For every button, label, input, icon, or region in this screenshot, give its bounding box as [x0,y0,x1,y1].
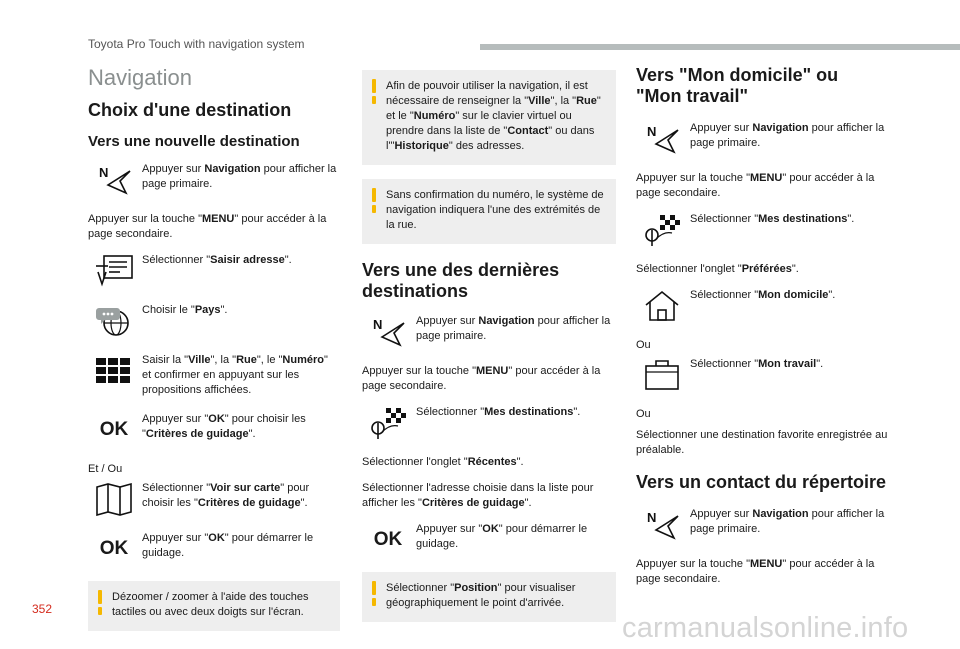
svg-text:N: N [373,317,383,332]
work-briefcase-icon [636,357,688,393]
heading-contact-repertoire: Vers un contact du répertoire [636,472,887,492]
keyboard-grid-icon [88,353,140,389]
step-ok-demarrer [88,531,340,567]
step-mon-travail [636,357,888,393]
adresse-instruction: Sélectionner l'adresse choisie dans la liste pour afficher les "Critères de guidage". [362,482,594,509]
home-icon [636,288,688,324]
step-text: Appuyer sur "OK" pour démarrer le guidage. [142,532,314,559]
column-2 [362,70,616,636]
page-number: 352 [32,602,53,616]
info-note-icon [372,581,376,595]
step-text: Sélectionner "Mes destinations". [690,213,855,225]
step-text: Appuyer sur Navigation pour afficher la page primaire. [690,508,885,535]
info-note [88,581,340,631]
navigation-n-icon [636,507,688,543]
menu-instruction: Appuyer sur la touche "MENU" pour accéder à la page secondaire. [88,213,327,240]
country-globe-icon [88,303,140,339]
ok-icon: OK [99,538,129,559]
step-text: Sélectionner "Saisir adresse". [142,254,292,266]
step-text: Sélectionner "Mon domicile". [690,289,836,301]
navigation-n-icon [362,314,414,350]
ok-icon: OK [99,419,129,440]
step-text: Appuyer sur Navigation pour afficher la page primaire. [416,315,611,342]
step-mes-destinations [636,212,888,248]
step-mon-domicile [636,288,888,324]
ok-icon: OK [373,529,403,550]
watermark: carmanualsonline.info [622,612,909,644]
column-3 [636,65,888,598]
note-text: Sélectionner "Position" pour visualiser géographiquement le point d'arrivée. [386,582,576,609]
step-navigation [636,507,888,543]
step-text: Saisir la "Ville", la "Rue", le "Numéro" et confirmer en appuyant sur les propositions affichées. [142,354,328,396]
section-title: Navigation [88,65,192,90]
heading-dernieres-destinations: Vers une des dernières destinations [362,260,560,301]
step-ok-demarrer [362,522,616,558]
step-navigation [362,314,616,350]
destination-flag-icon [636,212,688,248]
step-text: Sélectionner "Mes destinations". [416,406,581,418]
map-view-icon [88,481,140,517]
onglet-instruction: Sélectionner l'onglet "Préférées". [636,263,799,275]
info-note-icon [372,79,376,93]
info-note-icon [98,607,102,615]
info-note [362,70,616,165]
address-entry-icon [88,253,140,289]
et-ou-label: Et / Ou [88,463,123,475]
svg-text:N: N [647,510,657,525]
ou-label: Ou [636,339,651,351]
step-text: Sélectionner "Mon travail". [690,358,824,370]
svg-text:N: N [647,124,657,139]
info-note [362,179,616,244]
step-text: Appuyer sur Navigation pour afficher la page primaire. [690,122,885,149]
destination-flag-icon [362,405,414,441]
note-text: Dézoomer / zoomer à l'aide des touches tactiles ou avec deux doigts sur l'écran. [112,591,309,618]
info-note-icon [372,96,376,104]
ou-label: Ou [636,408,651,420]
header-bar [480,44,960,50]
info-note-icon [372,188,376,202]
heading-nouvelle-destination: Vers une nouvelle destination [88,133,300,150]
onglet-instruction: Sélectionner l'onglet "Récentes". [362,456,524,468]
info-note-icon [372,598,376,606]
menu-instruction: Appuyer sur la touche "MENU" pour accéder à la page secondaire. [362,365,601,392]
menu-instruction: Appuyer sur la touche "MENU" pour accéder à la page secondaire. [636,172,875,199]
step-ok-criteres [88,412,340,448]
info-note-icon [372,205,376,213]
navigation-n-icon [88,162,140,198]
step-navigation [88,162,340,198]
menu-instruction: Appuyer sur la touche "MENU" pour accéder à la page secondaire. [636,558,875,585]
step-saisir-adresse [88,253,340,289]
step-text: Appuyer sur Navigation pour afficher la page primaire. [142,163,337,190]
heading-domicile-travail: Vers "Mon domicile" ou "Mon travail" [636,65,839,106]
step-text: Sélectionner "Voir sur carte" pour choisir les "Critères de guidage". [142,482,310,509]
step-navigation [636,121,888,157]
step-text: Appuyer sur "OK" pour démarrer le guidage. [416,523,588,550]
step-text: Choisir le "Pays". [142,304,228,316]
info-note [362,572,616,622]
note-text: Afin de pouvoir utiliser la navigation, il est nécessaire de renseigner la "Ville", la "Rue" et le "Numéro" sur le clavier virtuel ou prendre dans la liste de "Contact" ou dans l'"Historique" des adresses. [386,80,601,152]
step-pays [88,303,340,339]
svg-text:N: N [99,165,109,180]
note-text: Sans confirmation du numéro, le système de navigation indiquera l'une des extrémités de la rue. [386,189,604,231]
step-mes-destinations [362,405,616,441]
navigation-n-icon [636,121,688,157]
running-header: Toyota Pro Touch with navigation system [88,37,305,51]
heading-choix-destination: Choix d'une destination [88,100,292,120]
favorite-instruction: Sélectionner une destination favorite enregistrée au préalable. [636,429,888,456]
step-voir-sur-carte [88,481,340,517]
step-saisir-ville [88,353,340,398]
step-text: Appuyer sur "OK" pour choisir les "Critères de guidage". [142,413,306,440]
info-note-icon [98,590,102,604]
column-1 [88,65,340,645]
